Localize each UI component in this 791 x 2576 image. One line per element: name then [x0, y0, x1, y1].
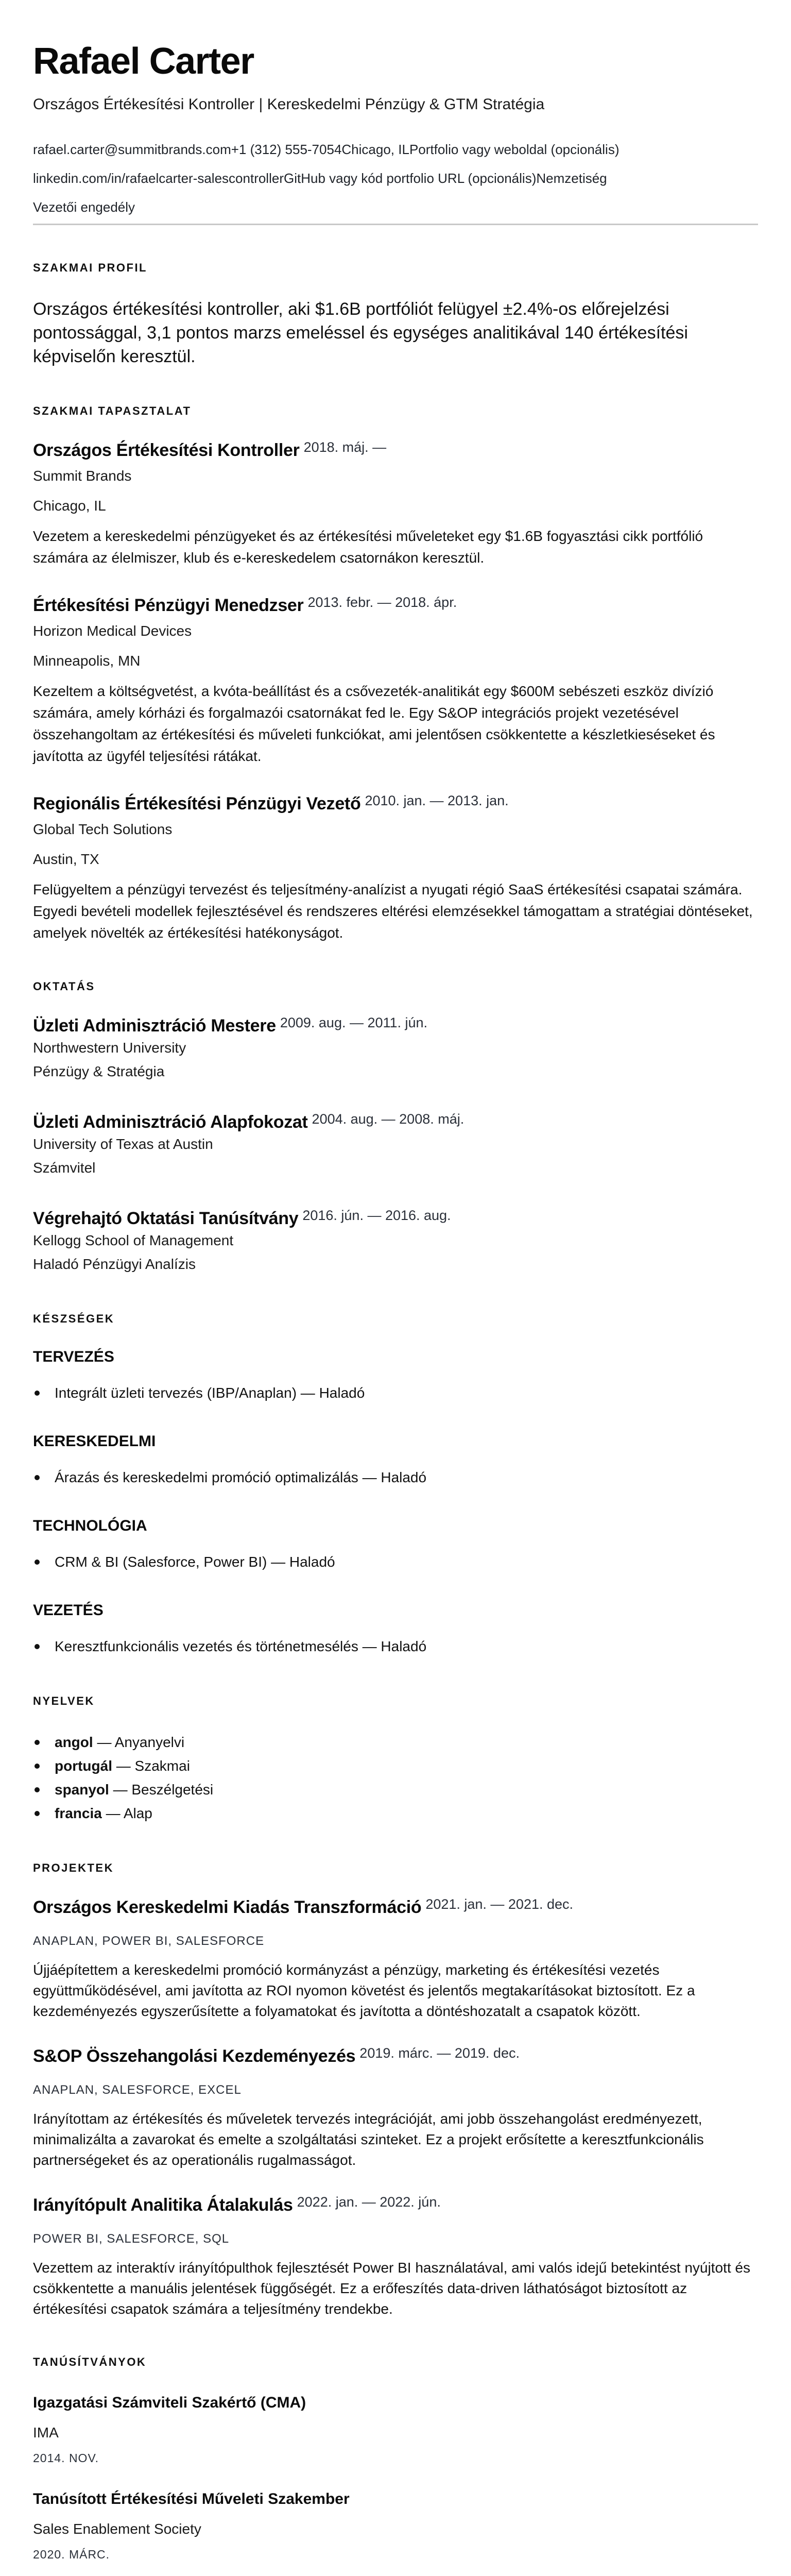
- degree-dates: 2009. aug. — 2011. jún.: [280, 1015, 428, 1031]
- company-name: Global Tech Solutions: [33, 821, 173, 838]
- language-name: spanyol: [55, 1782, 109, 1798]
- section-title: KÉSZSÉGEK: [33, 1312, 115, 1326]
- project-entry: [33, 2046, 758, 2171]
- experience-section: [33, 404, 758, 944]
- skill-group-title: KERESKEDELMI: [33, 1433, 156, 1450]
- project-dates: 2022. jan. — 2022. jún.: [297, 2194, 441, 2210]
- contact-nationality: Nemzetiség: [536, 171, 607, 187]
- section-title: SZAKMAI TAPASZTALAT: [33, 404, 192, 418]
- candidate-name: Rafael Carter: [33, 41, 254, 82]
- degree-dates: 2004. aug. — 2008. máj.: [312, 1111, 465, 1127]
- language-item: [33, 1778, 758, 1802]
- certification-name: Tanúsított Értékesítési Műveleti Szakember: [33, 2490, 350, 2508]
- language-level: — Anyanyelvi: [93, 1734, 185, 1751]
- project-description: Vezettem az interaktív irányítópulthok fejlesztését Power BI használatával, ami valós idejű betekintést nyújtott és csökkentette a manuális jelentések függőségét. Ez a erőfeszítés data-driven láthatóságot biztosított az értékesítési csapatok számára a teljesítmény trendekbe.: [33, 2260, 750, 2317]
- certification-date: 2014. NOV.: [33, 2451, 99, 2465]
- project-tech-tags: ANAPLAN, SALESFORCE, EXCEL: [33, 2083, 242, 2097]
- education-section: [33, 980, 758, 1276]
- contact-drivers-license: Vezetői engedély: [33, 199, 135, 215]
- project-entry: [33, 1897, 758, 2022]
- certification-issuer: IMA: [33, 2425, 59, 2441]
- language-name: angol: [55, 1734, 93, 1751]
- language-level: — Szakmai: [112, 1758, 190, 1774]
- degree-title: Végrehajtó Oktatási Tanúsítvány: [33, 1209, 299, 1229]
- project-tech-tags: ANAPLAN, POWER BI, SALESFORCE: [33, 1934, 265, 1948]
- section-title: TANÚSÍTVÁNYOK: [33, 2355, 147, 2369]
- project-name: Irányítópult Analitika Átalakulás: [33, 2195, 293, 2215]
- contact-portfolio[interactable]: Portfolio vagy weboldal (opcionális): [409, 142, 620, 158]
- job-description: Vezetem a kereskedelmi pénzügyeket és az értékesítési műveleteket egy $1.6B fogyasztási cikk portfólió számára az élelmiszer, klub és e-kereskedelem csatornákon keresztül.: [33, 528, 703, 566]
- skill-group: [33, 1433, 758, 1489]
- resume-header: [33, 41, 758, 225]
- certification-entry: [33, 2392, 758, 2465]
- contact-location: Chicago, IL: [341, 142, 409, 158]
- contact-info: [33, 135, 758, 222]
- job-location: Austin, TX: [33, 851, 99, 868]
- school-name: University of Texas at Austin: [33, 1136, 213, 1153]
- skill-item: Árazás és kereskedelmi promóció optimalizálás — Haladó: [33, 1466, 758, 1489]
- skill-group: [33, 1517, 758, 1574]
- skill-item: Keresztfunkcionális vezetés és történetmesélés — Haladó: [33, 1635, 758, 1658]
- project-entry: [33, 2195, 758, 2319]
- languages-section: [33, 1694, 758, 1825]
- skill-group-title: TECHNOLÓGIA: [33, 1517, 147, 1535]
- project-tech-tags: POWER BI, SALESFORCE, SQL: [33, 2232, 230, 2246]
- job-dates: 2013. febr. — 2018. ápr.: [307, 595, 457, 611]
- experience-entry: [33, 440, 758, 569]
- field-of-study: Számvitel: [33, 1160, 96, 1176]
- skill-group-title: VEZETÉS: [33, 1602, 104, 1619]
- company-name: Summit Brands: [33, 468, 132, 484]
- section-title: SZAKMAI PROFIL: [33, 261, 147, 275]
- contact-linkedin[interactable]: linkedin.com/in/rafaelcarter-salescontroller: [33, 171, 284, 187]
- project-name: S&OP Összehangolási Kezdeményezés: [33, 2046, 356, 2066]
- field-of-study: Pénzügy & Stratégia: [33, 1063, 165, 1080]
- skill-group: [33, 1602, 758, 1658]
- profile-section: [33, 261, 758, 368]
- job-dates: 2010. jan. — 2013. jan.: [365, 793, 509, 809]
- certification-issuer: Sales Enablement Society: [33, 2521, 201, 2537]
- job-title: Regionális Értékesítési Pénzügyi Vezető: [33, 794, 361, 814]
- education-entry: [33, 1112, 758, 1180]
- section-title: OKTATÁS: [33, 980, 95, 993]
- section-title: NYELVEK: [33, 1694, 95, 1708]
- candidate-headline: Országos Értékesítési Kontroller | Kereskedelmi Pénzügy & GTM Stratégia: [33, 96, 545, 113]
- language-level: — Alap: [101, 1805, 152, 1822]
- profile-summary: Országos értékesítési kontroller, aki $1.6B portfóliót felügyel ±2.4%-os előrejelzési pontossággal, 3,1 pontos marzs emeléssel és egységes analitikával 140 értékesítési képviselőn keresztül.: [33, 299, 688, 367]
- language-name: portugál: [55, 1758, 112, 1774]
- company-name: Horizon Medical Devices: [33, 623, 192, 639]
- education-entry: [33, 1209, 758, 1276]
- skill-item: Integrált üzleti tervezés (IBP/Anaplan) — Haladó: [33, 1381, 758, 1405]
- field-of-study: Haladó Pénzügyi Analízis: [33, 1256, 196, 1273]
- header-divider: [33, 224, 758, 225]
- school-name: Northwestern University: [33, 1040, 186, 1056]
- language-list: [33, 1731, 758, 1825]
- job-location: Minneapolis, MN: [33, 653, 141, 669]
- project-name: Országos Kereskedelmi Kiadás Transzformáció: [33, 1897, 422, 1918]
- degree-title: Üzleti Adminisztráció Mestere: [33, 1016, 276, 1036]
- skill-item: CRM & BI (Salesforce, Power BI) — Haladó: [33, 1550, 758, 1574]
- language-name: francia: [55, 1805, 102, 1822]
- project-dates: 2021. jan. — 2021. dec.: [425, 1896, 574, 1912]
- job-title: Országos Értékesítési Kontroller: [33, 440, 300, 461]
- school-name: Kellogg School of Management: [33, 1232, 234, 1249]
- experience-entry: [33, 794, 758, 944]
- certification-name: Igazgatási Számviteli Szakértő (CMA): [33, 2394, 306, 2412]
- job-location: Chicago, IL: [33, 498, 106, 514]
- education-entry: [33, 1016, 758, 1083]
- degree-title: Üzleti Adminisztráció Alapfokozat: [33, 1112, 308, 1132]
- language-item: [33, 1754, 758, 1778]
- contact-phone[interactable]: +1 (312) 555-7054: [231, 142, 342, 158]
- project-description: Irányítottam az értékesítés és műveletek tervezés integrációját, ami jobb összehangolást eredményezett, minimalizálta a zavarokat és emelte a szolgáltatási szinteket. Ez a projekt erősítette a keresztfunkcionális partnerségeket és az operationális rugalmasságot.: [33, 2111, 704, 2168]
- skill-group: [33, 1348, 758, 1405]
- contact-github[interactable]: GitHub vagy kód portfolio URL (opcionális): [283, 171, 537, 187]
- contact-email[interactable]: rafael.carter@summitbrands.com: [33, 142, 231, 158]
- skills-section: [33, 1312, 758, 1658]
- certification-entry: [33, 2488, 758, 2562]
- language-item: [33, 1731, 758, 1754]
- section-title: PROJEKTEK: [33, 1861, 114, 1875]
- certifications-section: [33, 2355, 758, 2562]
- project-description: Újjáépítettem a kereskedelmi promóció kormányzást a pénzügy, marketing és értékesítési vezetés együttműködésével, ami javította az ROI nyomon követést és jelentős megtakarításokat biztosított. Ez a kezdeményezés egyszerűsítette a folyamatokat és javította a döntéshozatalt a csapatok között.: [33, 1962, 695, 2020]
- project-dates: 2019. márc. — 2019. dec.: [359, 2045, 520, 2061]
- language-item: [33, 1802, 758, 1825]
- job-description: Felügyeltem a pénzügyi tervezést és teljesítmény-analízist a nyugati régió SaaS értékesítési csapatai számára. Egyedi bevételi modellek fejlesztésével és rendszeres eltérési elemzésekkel támogattam a stratégiai döntéseket, amelyek növelték az értékesítési hatékonyságot.: [33, 882, 753, 941]
- job-title: Értékesítési Pénzügyi Menedzser: [33, 596, 304, 616]
- job-description: Kezeltem a költségvetést, a kvóta-beállítást és a csővezeték-analitikát egy $600M sebészeti eszköz divízió számára, amely kórházi és forgalmazói csatornákat fed le. Egy S&OP integrációs projekt vezetésével összehangoltam az értékesítési és műveleti funkciókat, ami jelentősen csökkentette a készletkieséseket és javította az ügyfél teljesítési rátákat.: [33, 683, 715, 765]
- language-level: — Beszélgetési: [109, 1782, 214, 1798]
- projects-section: [33, 1861, 758, 2319]
- skill-group-title: TERVEZÉS: [33, 1348, 114, 1366]
- degree-dates: 2016. jún. — 2016. aug.: [302, 1208, 451, 1224]
- certification-date: 2020. MÁRC.: [33, 2548, 110, 2562]
- experience-entry: [33, 596, 758, 767]
- job-dates: 2018. máj. —: [303, 439, 387, 455]
